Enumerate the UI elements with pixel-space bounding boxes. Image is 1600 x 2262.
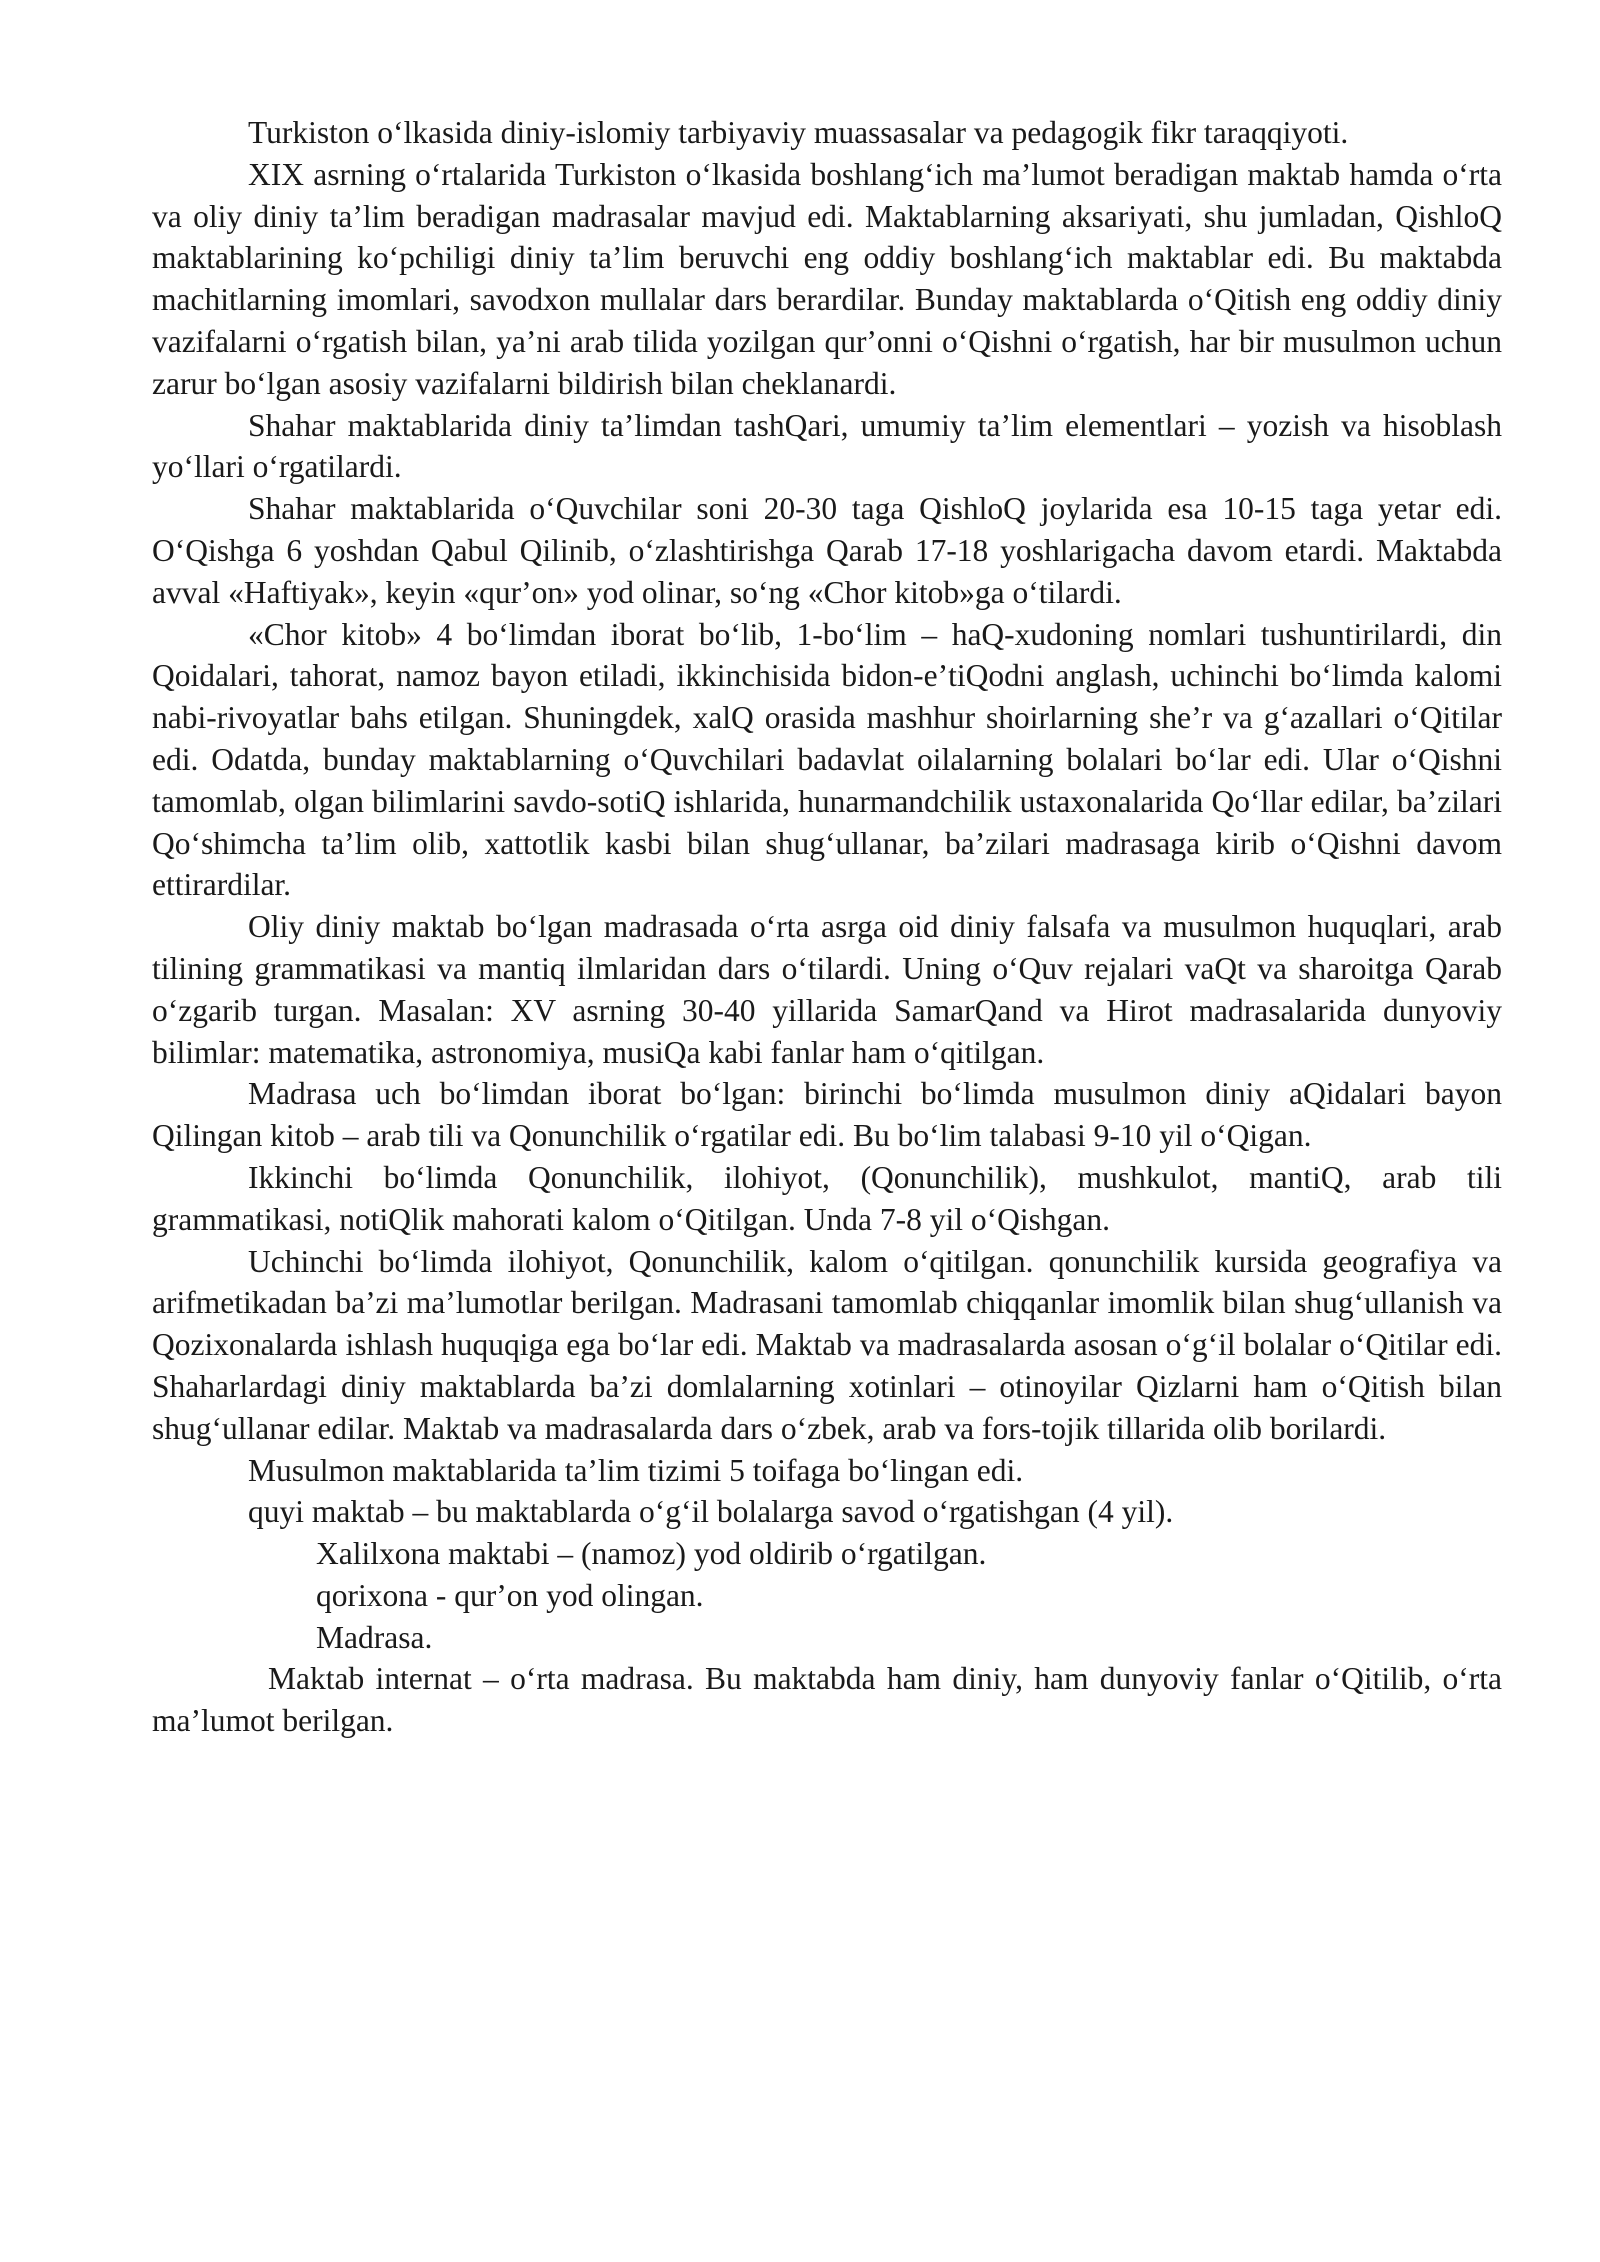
list-item-xalilxona: Xalilxona maktabi – (namoz) yod oldirib oʻrgatilgan.: [316, 1536, 987, 1572]
paragraph-madrasa-third-section: Uchinchi boʻlimda ilohiyot, Qonunchilik, kalom oʻqitilgan. qonunchilik kursida geografiya va arifmetikadan baʼzi maʼlumotlar berilgan. Madrasani tamomlab chiqqanlar imomlik bilan shugʻullanish va Qozixonalarda ishlash huquqiga ega boʻlar edi. Maktab va madrasalarda asosan oʻgʻil bolalar oʻQitilar edi. Shaharlardagi diniy maktablarda baʼzi domlalarning xotinlari – otinoyilar Qizlarni ham oʻQitish bilan shugʻullanar edilar. Maktab va madrasalarda dars oʻzbek, arab va fors-tojik tillarida olib borilardi.: [152, 1243, 1502, 1446]
paragraph-boarding-school: Maktab internat – oʻrta madrasa. Bu maktabda ham diniy, ham dunyoviy fanlar oʻQitilib, oʻrta maʼlumot berilgan.: [152, 1661, 1502, 1739]
paragraph-title: Turkiston oʻlkasida diniy-islomiy tarbiyaviy muassasalar va pedagogik fikr taraqqiyoti.: [248, 115, 1349, 150]
paragraph-chor-kitob: «Chor kitob» 4 boʻlimdan iborat boʻlib, 1-boʻlim – haQ-xudoning nomlari tushuntirilardi, din Qoidalari, tahorat, namoz bayon etiladi, ikkinchisida bidon-eʼtiQodni anglash, uchinchi boʻlimda kalomi nabi-rivoyatlar bahs etilgan. Shuningdek, xalQ orasida mashhur shoirlarning sheʼr va gʻazallari oʻQitilar edi. Odatda, bunday maktablarning oʻQuvchilari badavlat oilalarning bolalari boʻlar edi. Ular oʻQishni tamomlab, olgan bilimlarini savdo-sotiQ ishlarida, hunarmandchilik ustaxonalarida Qoʻllar edilar, baʼzilari Qoʻshimcha taʼlim olib, xattotlik kasbi bilan shugʻullanar, baʼzilari madrasaga kirib oʻQishni davom ettirardilar.: [152, 616, 1502, 903]
paragraph-schools-overview: XIX asrning oʻrtalarida Turkiston oʻlkasida boshlangʻich maʼlumot beradigan maktab hamda oʻrta va oliy diniy taʼlim beradigan madrasalar mavjud edi. Maktablarning aksariyati, shu jumladan, QishloQ maktablarining koʻpchiligi diniy taʼlim beruvchi eng oddiy boshlangʻich maktablar edi. Bu maktabda machitlarning imomlari, savodxon mullalar dars berardilar. Bunday maktablarda oʻQitish eng oddiy diniy vazifalarni oʻrgatish bilan, yaʼni arab tilida yozilgan qurʼonni oʻQishni oʻrgatish, har bir musulmon uchun zarur boʻlgan asosiy vazifalarni bildirish bilan cheklanardi.: [152, 156, 1502, 401]
paragraph-higher-madrasa: Oliy diniy maktab boʻlgan madrasada oʻrta asrga oid diniy falsafa va musulmon huquqlari, arab tilining grammatikasi va mantiq ilmlaridan dars oʻtilardi. Uning oʻQuv rejalari vaQt va sharoitga Qarab oʻzgarib turgan. Masalan: XV asrning 30-40 yillarida SamarQand va Hirot madrasalarida dunyoviy bilimlar: matematika, astronomiya, musiQa kabi fanlar ham oʻqitilgan.: [152, 909, 1502, 1070]
paragraph-madrasa-second-section: Ikkinchi boʻlimda Qonunchilik, ilohiyot, (Qonunchilik), mushkulot, mantiQ, arab tili grammatikasi, notiQlik mahorati kalom oʻQitilgan. Unda 7-8 yil oʻQishgan.: [152, 1159, 1502, 1237]
list-item-qorixona: qorixona - qurʼon yod olingan.: [316, 1577, 704, 1613]
paragraph-city-schools: Shahar maktablarida diniy taʼlimdan tashQari, umumiy taʼlim elementlari – yozish va hisoblash yoʻllari oʻrgatilardi.: [152, 407, 1502, 485]
list-item-lower-school: quyi maktab – bu maktablarda oʻgʻil bolalarga savod oʻrgatishgan (4 yil).: [248, 1494, 1174, 1530]
paragraph-education-system: Musulmon maktablarida taʼlim tizimi 5 toifaga boʻlingan edi.: [248, 1452, 1024, 1488]
list-item-madrasa: Madrasa.: [316, 1619, 433, 1655]
paragraph-student-numbers: Shahar maktablarida oʻQuvchilar soni 20-30 taga QishloQ joylarida esa 10-15 taga yetar edi. OʻQishga 6 yoshdan Qabul Qilinib, oʻzlashtirishga Qarab 17-18 yoshlarigacha davom etardi. Maktabda avval «Haftiyak», keyin «qurʼon» yod olinar, soʻng «Chor kitob»ga oʻtilardi.: [152, 491, 1502, 610]
paragraph-madrasa-first-section: Madrasa uch boʻlimdan iborat boʻlgan: birinchi boʻlimda musulmon diniy aQidalari bayon Qilingan kitob – arab tili va Qonunchilik oʻrgatilar edi. Bu boʻlim talabasi 9-10 yil oʻQigan.: [152, 1076, 1502, 1154]
document-page: [152, 112, 1502, 1742]
